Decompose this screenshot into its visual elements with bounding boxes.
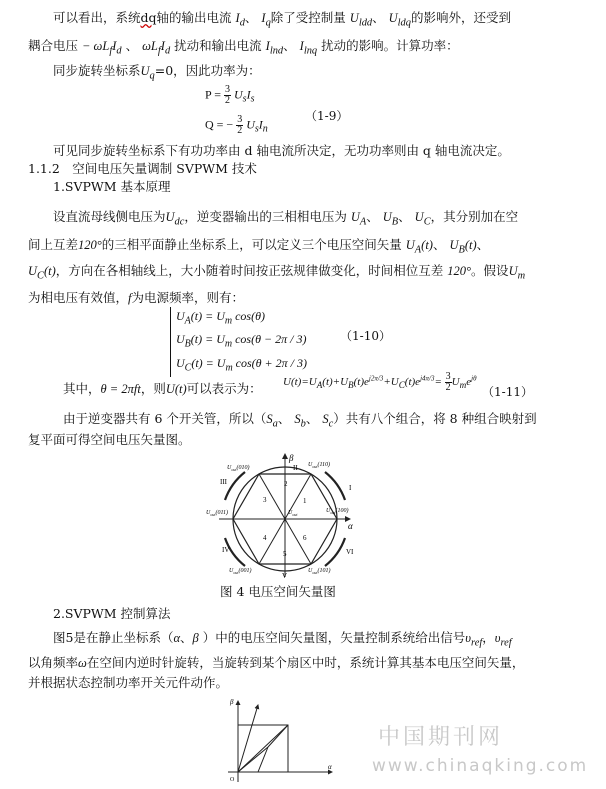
sector-label: 5 — [283, 550, 287, 558]
equation-power-q: Q = − $\frac{3}{2}$ $U_sI_n$ — [205, 114, 268, 136]
sector-roman: IV — [222, 546, 230, 554]
sector-roman: III — [220, 478, 227, 486]
watermark-url: www.chinaqking.com — [372, 756, 589, 776]
text-line-4: 可见同步旋转坐标系下有功功率由 d 轴电流所决定，无功功率则由 q 轴电流决定。 — [53, 143, 510, 158]
vector-label-001: $U_{out}(001)$ — [229, 568, 252, 575]
watermark-text: 中国期刊网 — [378, 725, 504, 750]
text-line-6: 间上互差120°的三相平面静止坐标系上，可以定义三个电压空间矢量 $U_A(t)$、 $U_B(t)$、 — [28, 237, 490, 256]
sector-label: 4 — [263, 534, 267, 542]
beta-label: β — [230, 698, 234, 706]
sector-roman: II — [293, 464, 298, 472]
rotation-arrow-4 — [325, 538, 345, 566]
subheading-2: 2.SVPWM 控制算法 — [53, 606, 171, 621]
vector-101 — [285, 519, 311, 564]
equation-number-1-10: （1-10） — [340, 329, 391, 343]
text-line-14: 并根据状态控制功率开关元件动作。 — [28, 675, 229, 690]
sector-label: 6 — [303, 534, 307, 542]
origin-label: O — [230, 777, 235, 783]
text-line-5: 设直流母线侧电压为$U_{dc}$，逆变器输出的三相相电压为 $U_A$、 $U_B$、 $U_C$，其分别加在空 — [53, 209, 519, 228]
text-line-8: 为相电压有效值，f为电源频率，则有： — [28, 290, 245, 305]
subheading-1: 1.SVPWM 基本原理 — [53, 179, 171, 194]
sector-label: 2 — [284, 480, 288, 488]
text-line-1: 可以看出，系统dq轴的输出电流 $I_d$、 $I_q$除了受控制量 $U_{ldd}$、 $U_{ldq}$的影响外，还受到 — [53, 10, 511, 29]
equation-number-1-11: （1-11） — [482, 385, 533, 399]
text-line-11: 复平面可得空间电压矢量图。 — [28, 432, 191, 447]
sector-label: 3 — [263, 496, 267, 504]
text-line-13: 以角频率ω在空间内逆时针旋转，当旋转到某个扇区中时，系统计算其基本电压空间矢量， — [28, 655, 525, 670]
sector-label: 1 — [303, 497, 307, 505]
sector-roman: V — [282, 572, 288, 580]
equation-power-p: P = $\frac{3}{2}$ $U_sI_s$ — [205, 84, 255, 106]
beta-label: β — [289, 453, 294, 463]
text-line-9: 其中，θ = 2πft，则U(t)可以表示为： — [63, 381, 262, 396]
vector-label-110: $U_{out}(110)$ — [308, 462, 331, 469]
text-line-12: 图5是在静止坐标系（α、β ）中的电压空间矢量图，矢量控制系统给出信号$\upsilon_{ref}$，$\upsilon_{ref}$ — [53, 630, 512, 649]
alpha-label: α — [328, 763, 332, 771]
sector-roman: VI — [346, 548, 354, 556]
text-line-3: 同步旋转坐标系$U_q=0$，因此功率为： — [53, 63, 261, 82]
vector-label-100: $U_{out}(100)$ — [326, 508, 349, 515]
rotation-arrow-2 — [225, 472, 245, 500]
segment-1 — [268, 725, 288, 747]
figure-5-vector-diagram — [220, 697, 340, 787]
alpha-label: α — [348, 521, 353, 531]
text-line-2: 耦合电压 − $\omega L_fI_d$ 、 $\omega L_fI_d$ 扰动和输出电流 $I_{lnd}$、 $I_{lnq}$ 扰动的影响。计算功率： — [28, 38, 459, 57]
figure-4-space-vector-diagram — [205, 452, 365, 582]
vector-label-011: $U_{out}(011)$ — [206, 510, 229, 517]
equation-phase-voltages: $U_A(t) = U_m$ cos(θ) $U_B(t) = U_m$ cos(θ − 2π / 3) $U_C(t) = U_m$ cos(θ + 2π / 3) — [170, 307, 307, 377]
equation-space-vector: $U(t)=U_A(t)+U_B(t)e^{j2\pi/3}+U_C(t)e^{j4\pi/3}=$ $\frac{3}{2}$ $U_me^{j\theta}$ — [283, 371, 477, 393]
vector-label-101: $U_{out}(101)$ — [308, 568, 331, 575]
text-line-7: $U_C(t)$，方向在各相轴线上，大小随着时间按正弦规律做变化，时间相位互差 120°。假设$U_m$ — [28, 263, 526, 282]
rotation-arrow-1 — [325, 472, 345, 500]
sector-roman: I — [349, 484, 352, 492]
section-heading: 1.1.2 空间电压矢量调制 SVPWM 技术 — [28, 161, 257, 176]
text-line-10: 由于逆变器共有 6 个开关管，所以（$S_a$、 $S_b$、 $S_c$）共有八个组合，将 8 种组合映射到 — [63, 411, 537, 430]
vector-label-010: $U_{out}(010)$ — [227, 465, 250, 472]
figure-4-caption: 图 4 电压空间矢量图 — [220, 584, 336, 599]
vector-label-center: $U_{out}$ — [288, 510, 298, 517]
equation-number-1-9: （1-9） — [305, 109, 349, 123]
